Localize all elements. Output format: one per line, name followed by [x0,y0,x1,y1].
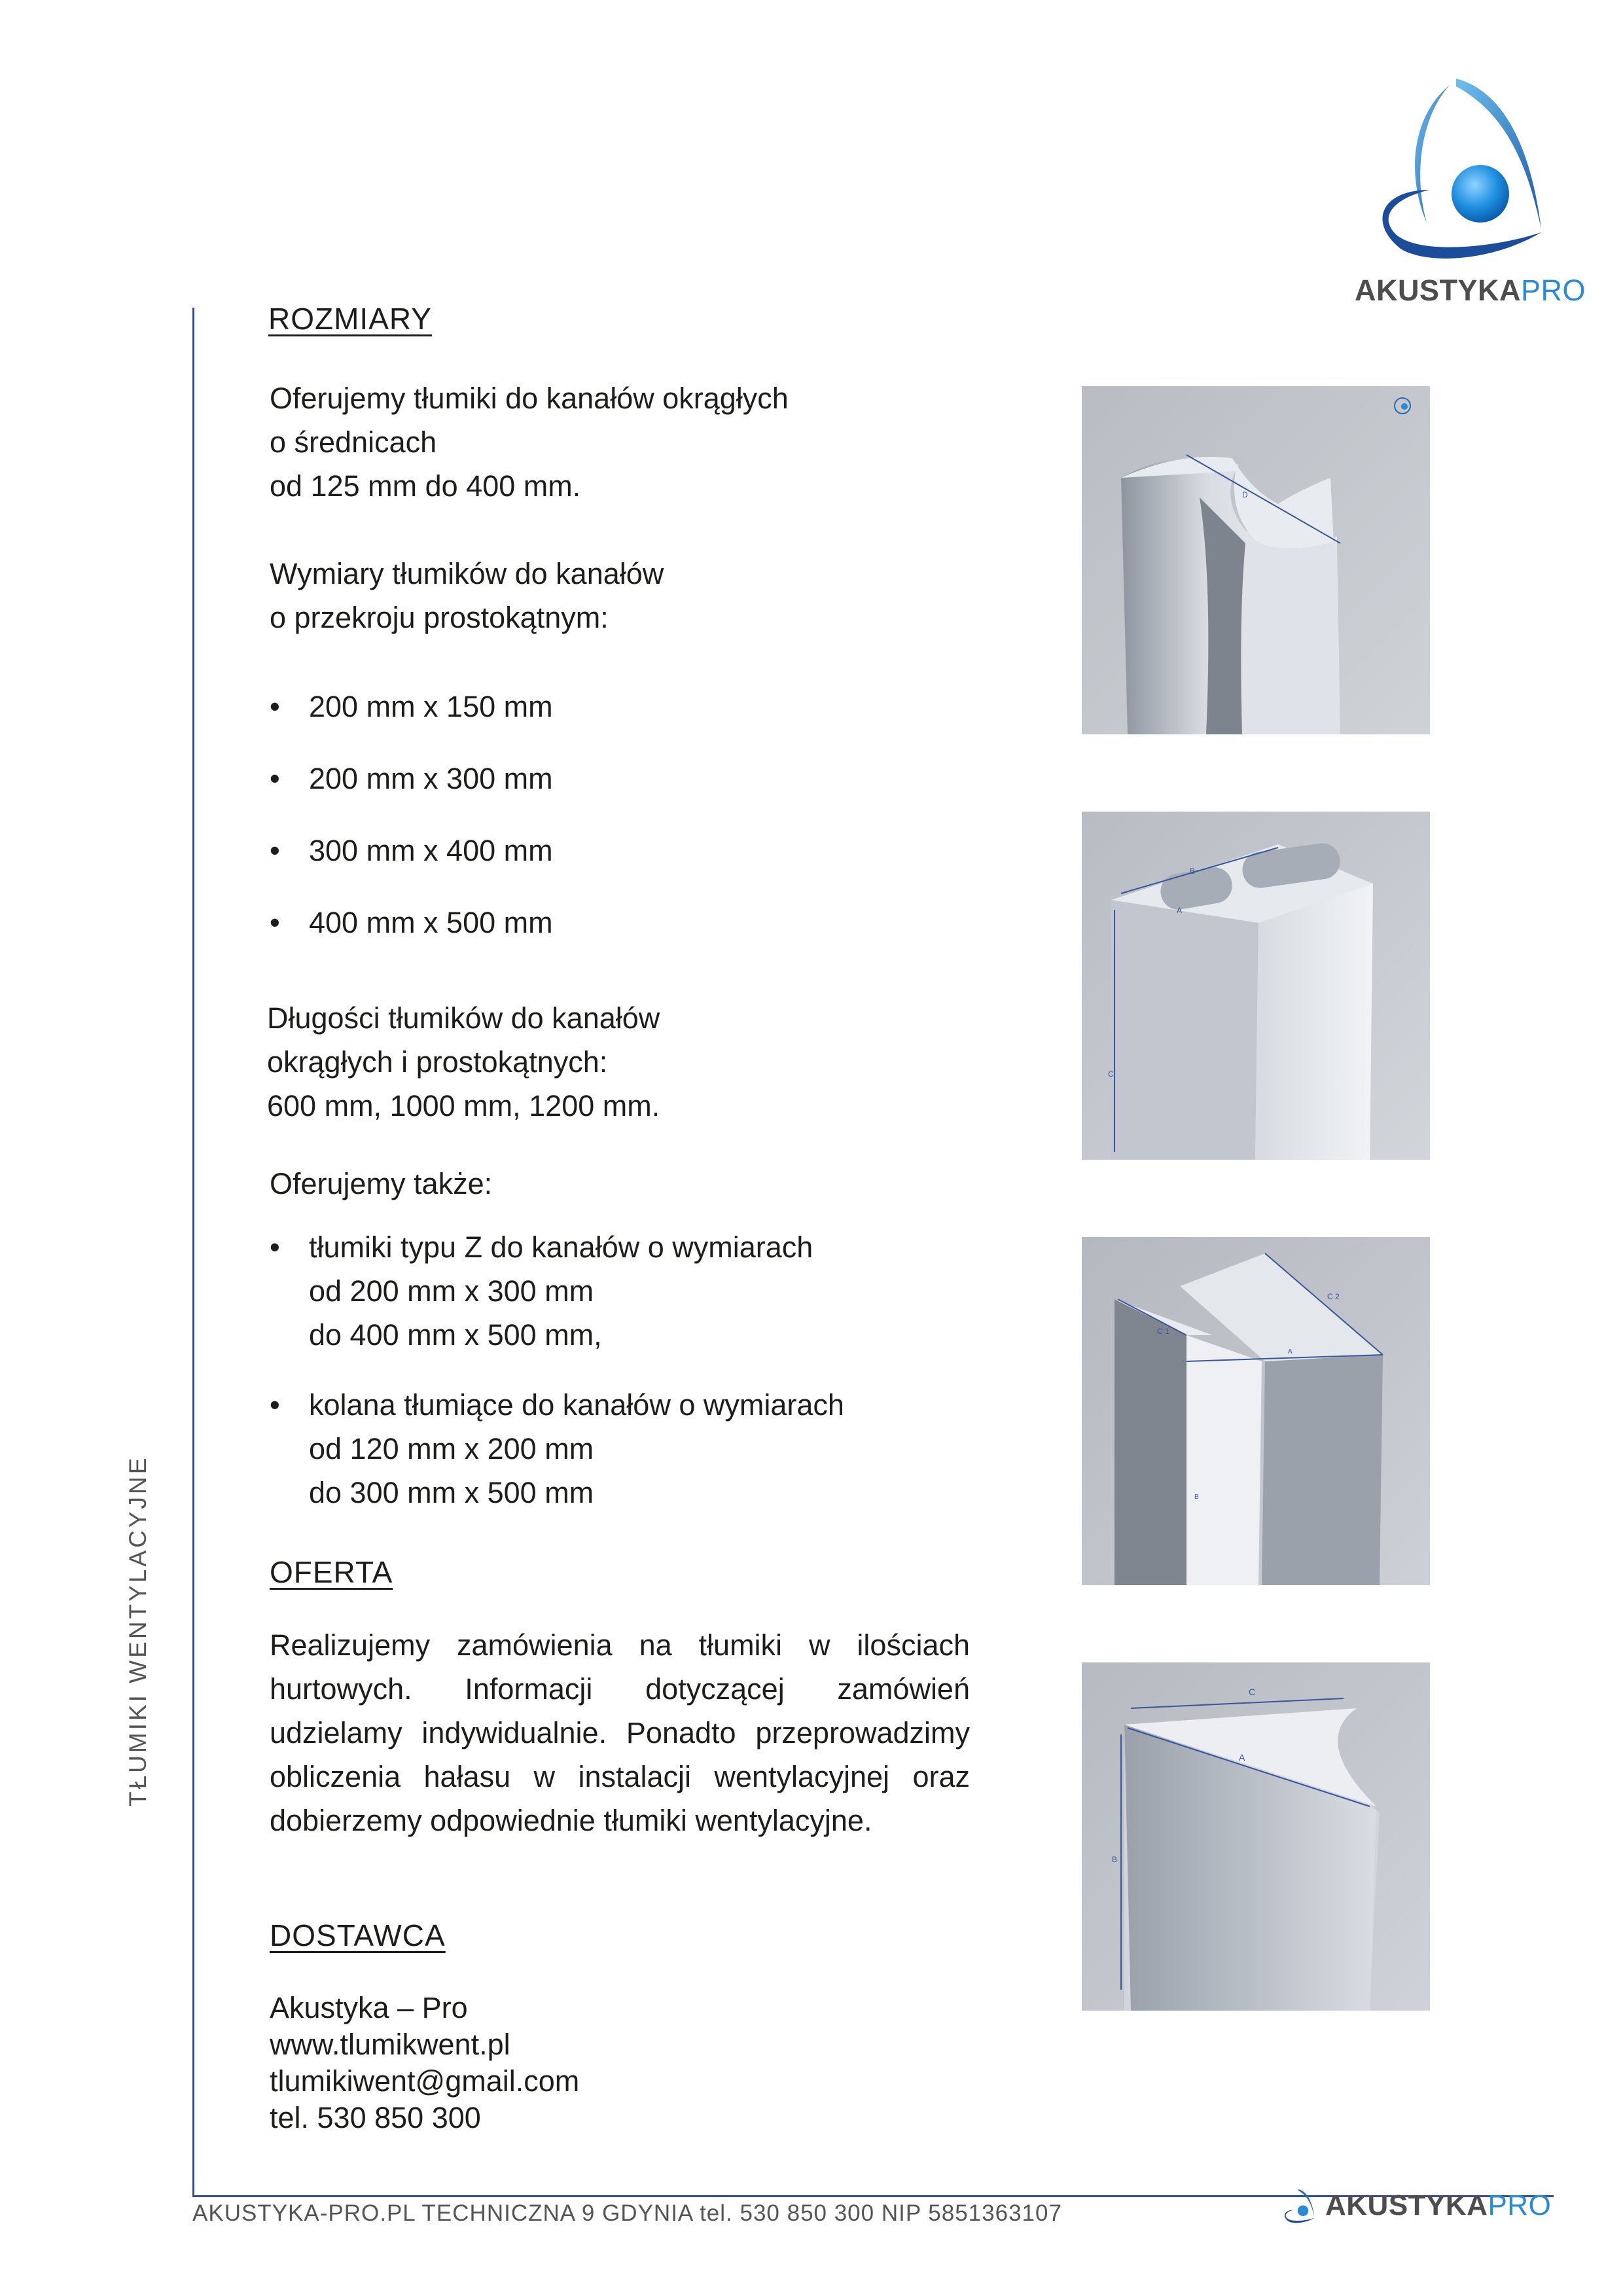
text-line: • tłumiki typu Z do kanałów o wymiarach [309,1230,813,1264]
also-label: Oferujemy także: [270,1167,493,1200]
section-heading-oferta: OFERTA [270,1555,393,1589]
list-item: • 300 mm x 400 mm [270,829,553,901]
rectangular-silencer-photo [1082,812,1430,1160]
text-line: do 400 mm x 500 mm, [309,1318,602,1352]
left-border-line [192,308,194,2197]
dimension-label: A [1288,1348,1293,1355]
intro-paragraph [270,376,789,508]
text-line: od 125 mm do 400 mm. [270,469,581,503]
elbow-silencer-photo [1082,1662,1430,2011]
side-category-label: TŁUMIKI WENTYLACYJNE [124,1455,151,1806]
dimension-label: C [1249,1687,1256,1697]
list-item: • 200 mm x 300 mm [270,757,553,829]
text-line: od 120 mm x 200 mm [309,1432,594,1465]
dimension-label: C 2 [1327,1292,1340,1301]
footer-wordmark: AKUSTYKAPRO [1325,2189,1552,2221]
oferta-paragraph: Realizujemy zamówienia na tłumiki w ilościach hurtowych. Informacji dotyczącej zamówień udzielamy indywidualnie. Ponadto przeprowadzimy obliczenia hałasu w instalacji wentylacyjnej oraz dobierzemy odpowiednie tłumiki wentylacyjne. [270,1628,970,1837]
text-line: okrągłych i prostokątnych: [267,1045,608,1079]
supplier-email: tlumikiwent@gmail.com [270,2064,580,2098]
supplier-website: www.tlumikwent.pl [270,2028,510,2061]
dimension-label: D [1242,490,1248,499]
supplier-contact [270,1990,579,2136]
extras-list [270,1225,844,1541]
dimension-label: C 1 [1157,1327,1169,1336]
text-line: 600 mm, 1000 mm, 1200 mm. [267,1089,660,1122]
z-type-silencer-photo [1082,1237,1430,1585]
text-line: o średnicach [270,425,437,459]
dimension-label: B [1194,1494,1199,1501]
dimension-label: C [1108,1069,1114,1079]
text-line: o przekroju prostokątnym: [270,601,609,634]
text-line: Długości tłumików do kanałów [267,1001,660,1035]
text-line: do 300 mm x 500 mm [309,1476,594,1509]
brand-logo [1355,65,1586,314]
list-item: • 400 mm x 500 mm [270,901,553,973]
dimension-label: A [1239,1752,1245,1763]
round-silencer-photo [1082,386,1430,734]
list-item [270,1225,844,1357]
akustykapro-logo-icon [1355,65,1564,268]
brand-wordmark: AKUSTYKAPRO [1355,274,1586,307]
list-item [270,1383,844,1515]
supplier-name: Akustyka – Pro [270,1991,468,2024]
text-line: Wymiary tłumików do kanałów [270,557,664,590]
footer-company-info: AKUSTYKA-PRO.PL TECHNICZNA 9 GDYNIA tel. 530 850 300 NIP 5851363107 [192,2200,1062,2226]
footer-brand-logo [1279,2186,1551,2225]
dimension-label: A [1177,906,1183,915]
section-heading-dostawca: DOSTAWCA [270,1918,446,1952]
dimension-label: B [1190,867,1196,876]
text-line: Oferujemy tłumiki do kanałów okrągłych [270,382,789,415]
akustykapro-logo-icon [1279,2186,1319,2225]
text-line: • kolana tłumiące do kanałów o wymiarach [309,1388,844,1422]
text-line: od 200 mm x 300 mm [309,1274,594,1308]
list-item: • 200 mm x 150 mm [270,685,553,757]
rect-paragraph [270,552,664,639]
dimension-label: B [1112,1855,1118,1864]
length-paragraph [267,996,660,1128]
section-heading-rozmiary: ROZMIARY [268,302,432,336]
supplier-phone: tel. 530 850 300 [270,2101,481,2134]
size-list [270,685,553,973]
